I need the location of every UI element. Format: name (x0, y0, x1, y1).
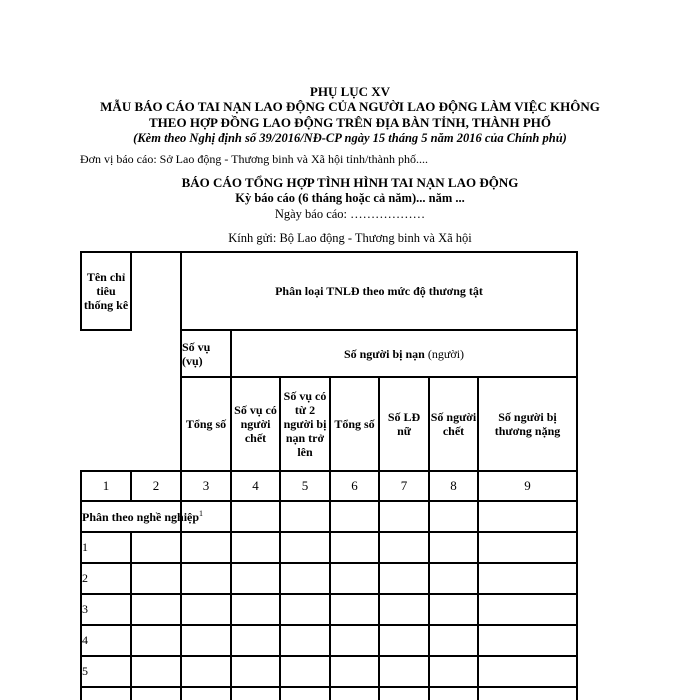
header-classification: Phân loại TNLĐ theo mức độ thương tật (275, 284, 483, 298)
column-number: 8 (450, 478, 457, 493)
column-number: 5 (301, 478, 309, 493)
appendix-title: PHỤ LỤC XV (309, 84, 391, 99)
form-title-line-1: MẪU BÁO CÁO TAI NẠN LAO ĐỘNG CỦA NGƯỜI LAO ĐỘNG LÀM VIỆC KHÔNG (100, 99, 600, 114)
column-number: 6 (351, 478, 358, 493)
report-title: BÁO CÁO TỔNG HỢP TÌNH HÌNH TAI NẠN LAO ĐỘNG (181, 175, 519, 190)
section-footnote: 1 (199, 509, 204, 518)
header-total-victims: Tổng số (334, 417, 375, 431)
column-number: 1 (102, 478, 110, 493)
table-row-label: 2 (82, 571, 88, 585)
form-title-line-2: THEO HỢP ĐỒNG LAO ĐỘNG TRÊN ĐỊA BÀN TỈNH, THÀNH PHỐ (149, 115, 551, 130)
column-number: 4 (252, 478, 259, 493)
table-line-indicator-bottom (80, 329, 132, 331)
column-number: 7 (400, 478, 408, 493)
header-victims-label: Số người bị nạn (343, 346, 425, 361)
table-row-label: 1 (82, 540, 88, 554)
table-row-label: 4 (82, 633, 88, 647)
header-victims-unit: (người) (427, 346, 465, 361)
addressee: Kính gửi: Bộ Lao động - Thương binh và Xã hội (228, 231, 472, 245)
reporting-unit: Đơn vị báo cáo: Sở Lao động - Thương binh và Xã hội tỉnh/thành phố.... (80, 152, 428, 166)
table-col2-right-rows (180, 531, 182, 700)
decree-note: (Kèm theo Nghị định số 39/2016/NĐ-CP ngày 15 tháng 5 năm 2016 của Chính phủ) (133, 131, 567, 145)
table-row-label: 5 (82, 664, 88, 678)
section-label-text: Phân theo nghề nghiệp (82, 510, 200, 524)
header-cases: Số vụ (vụ) (182, 339, 211, 368)
table-col1-right-rows (130, 531, 132, 700)
column-number: 2 (152, 478, 160, 493)
header-total-cases: Tổng số (185, 417, 227, 431)
header-deaths: Số người chết (430, 410, 477, 438)
header-fatal-cases: Số vụ có người chết (234, 403, 277, 445)
report-period: Kỳ báo cáo (6 tháng hoặc cả năm)... năm ... (235, 191, 465, 205)
header-victims (232, 331, 576, 376)
table-col1-right (130, 251, 132, 331)
report-date: Ngày báo cáo: ……………… (274, 207, 426, 221)
table-row-label: 3 (82, 602, 88, 616)
section-label (82, 509, 203, 525)
table-border-left-rows (80, 470, 82, 700)
header-female-workers: Số LĐ nữ (387, 410, 421, 438)
header-multi-victim-cases: Số vụ có từ 2 người bị nạn trở lên (283, 389, 327, 459)
header-serious-injuries: Số người bị thương nặng (494, 410, 561, 438)
column-number: 3 (202, 478, 210, 493)
column-number: 9 (524, 478, 531, 493)
header-indicator-name: Tên chỉ tiêu thống kê (83, 270, 129, 312)
table-border-right (576, 251, 578, 700)
